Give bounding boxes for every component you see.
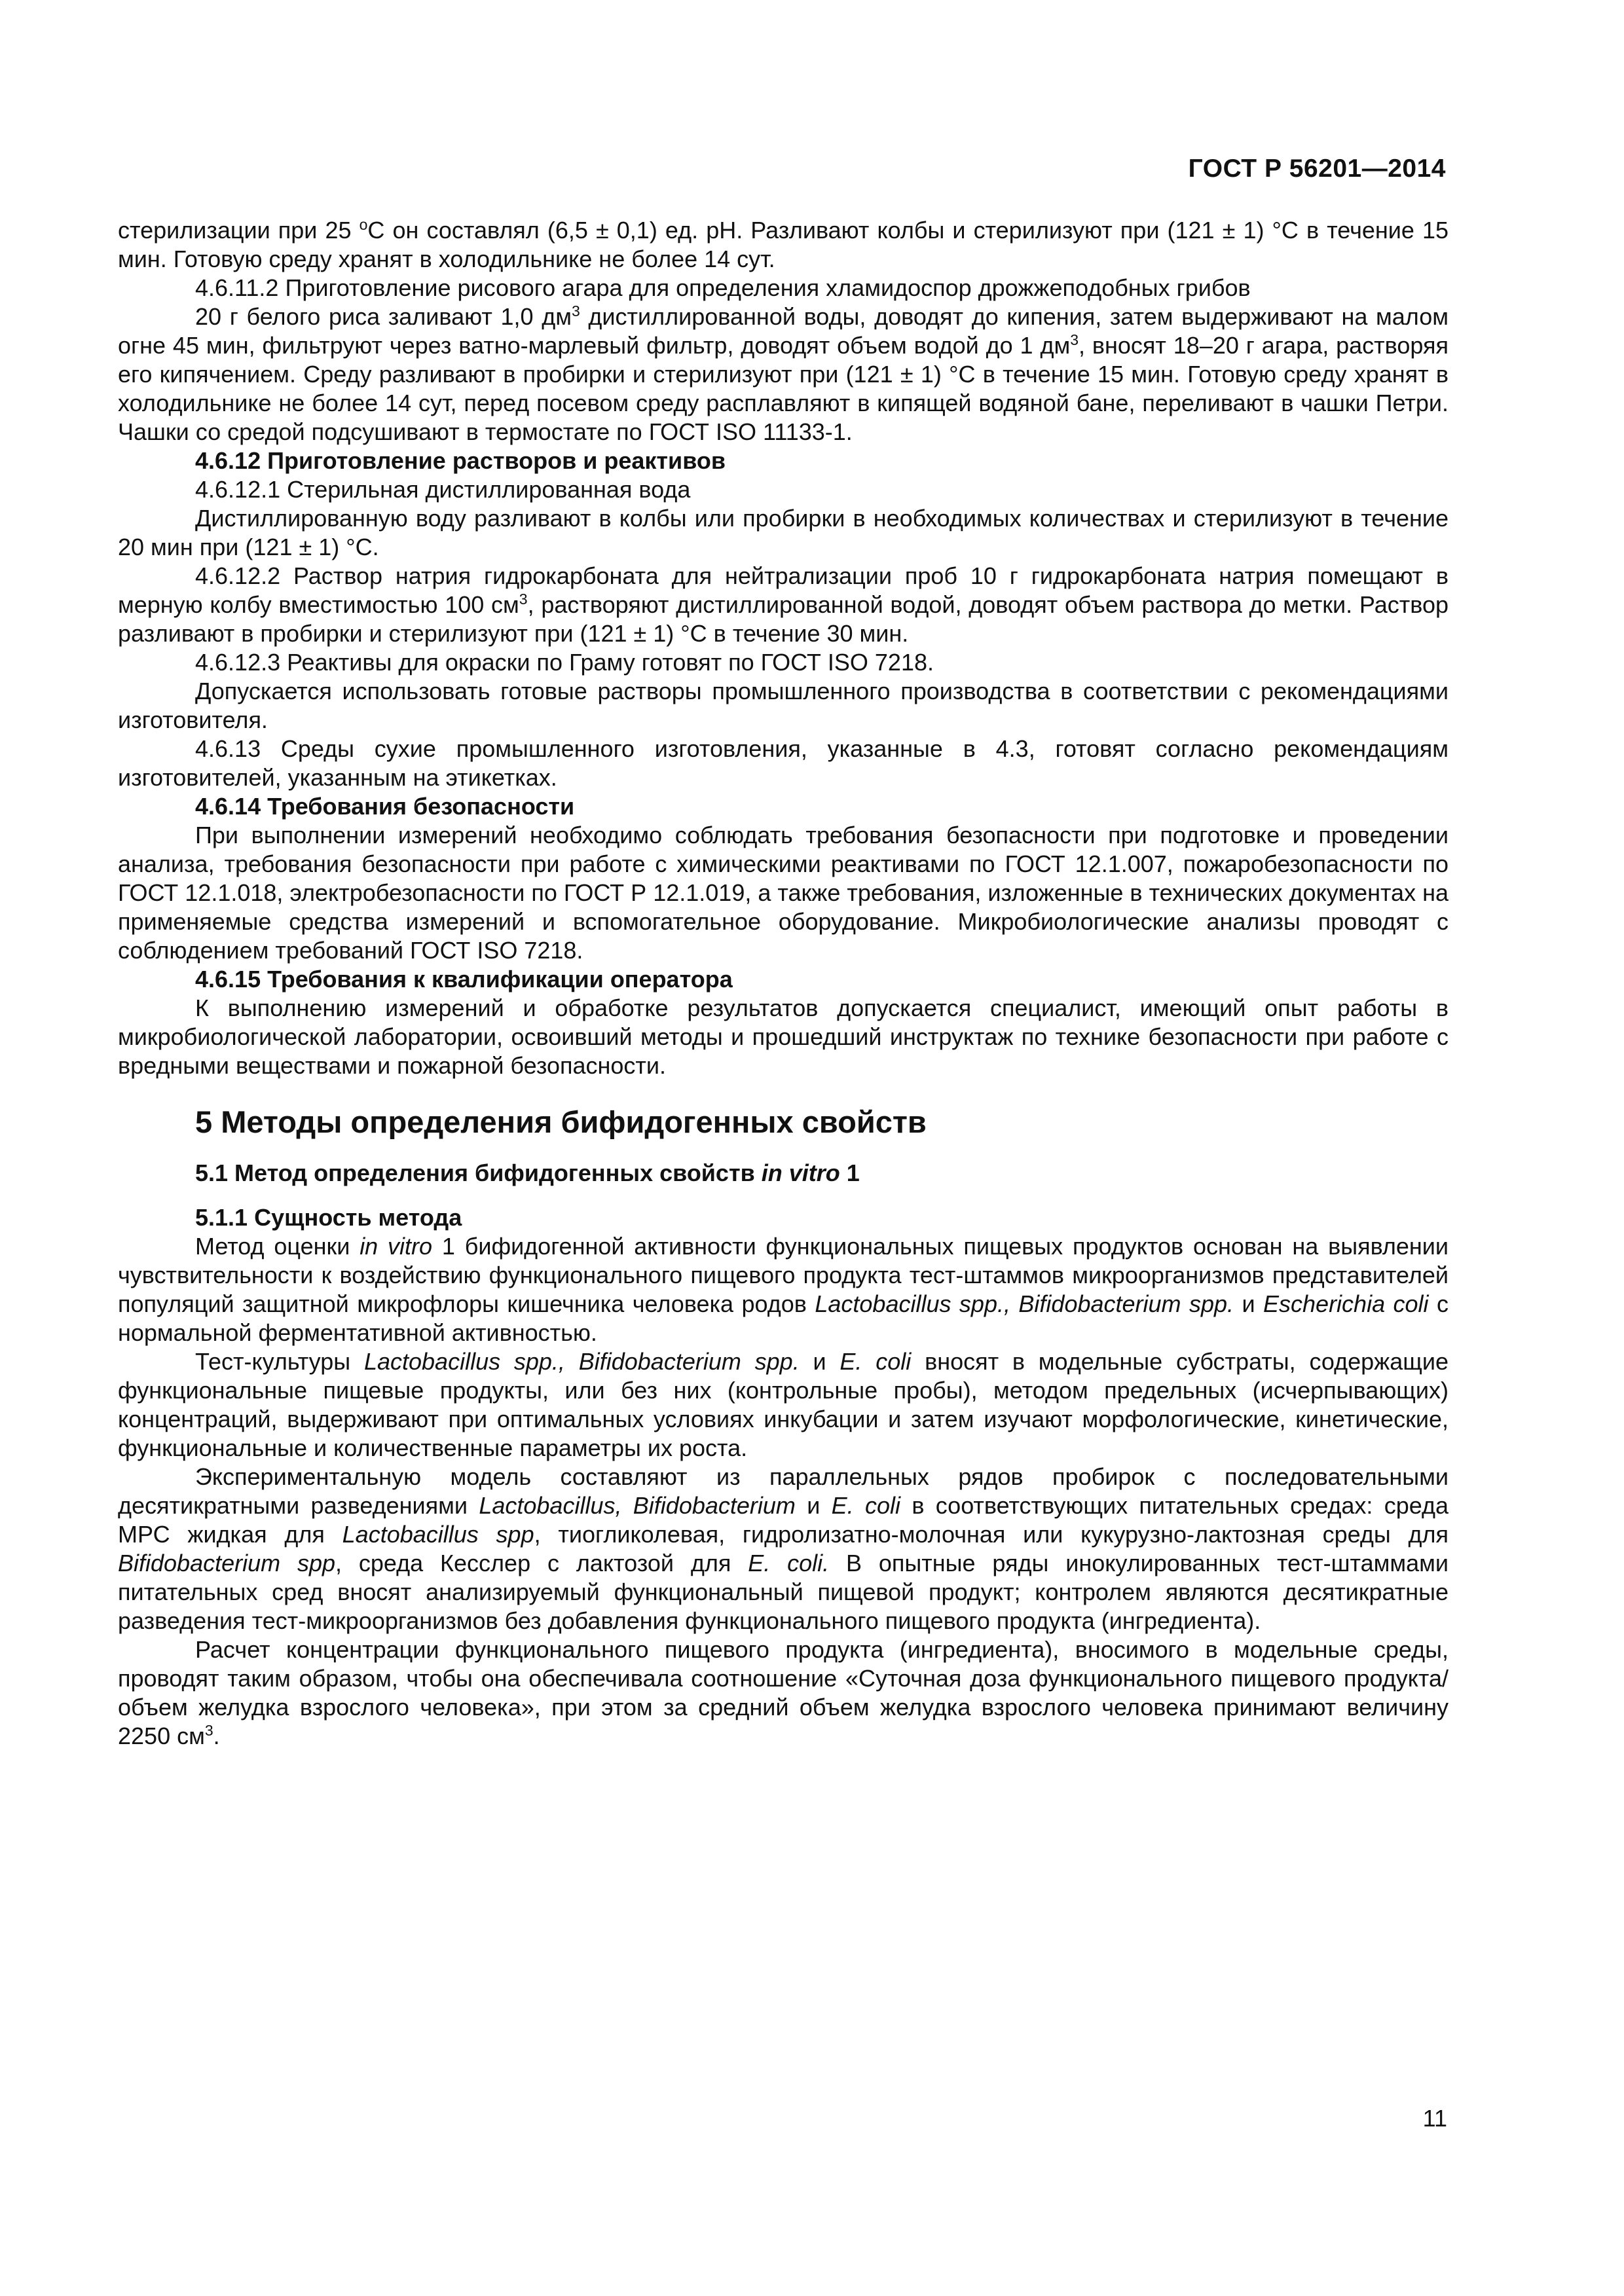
text-run: стерилизации при 25 bbox=[118, 217, 360, 244]
italic-text: Lactobacillus spp bbox=[342, 1521, 534, 1548]
text-run: 20 г белого риса заливают 1,0 дм bbox=[195, 303, 572, 330]
text-run: и bbox=[1234, 1290, 1264, 1317]
text-run: в соответствующих питательных средах: среда МРС жидкая для bbox=[118, 1492, 1449, 1548]
text-run: 4.6.12.1 Стерильная дистиллированная вода bbox=[195, 476, 691, 503]
paragraph bbox=[118, 302, 1449, 446]
text-run: с нормальной ферментативной активностью. bbox=[118, 1290, 1449, 1346]
page-content bbox=[118, 216, 1449, 1751]
italic-text: E. coli. bbox=[748, 1550, 830, 1576]
text-run: Метод оценки bbox=[195, 1233, 360, 1260]
text-run: и bbox=[795, 1492, 832, 1519]
text-run: Экспериментальную модель составляют из параллельных рядов пробирок с последовательными десятикратными разведениями bbox=[118, 1463, 1449, 1519]
paragraph bbox=[118, 1463, 1449, 1635]
text-run: 4.6.11.2 Приготовление рисового агара для определения хламидоспор дрожжеподобных грибов bbox=[195, 274, 1251, 301]
clause-heading-5-1 bbox=[118, 1159, 1449, 1188]
paragraph bbox=[118, 1635, 1449, 1751]
italic-text: Escherichia coli bbox=[1263, 1290, 1429, 1317]
superscript: 3 bbox=[571, 302, 580, 319]
italic-text: Lactobacillus spp., Bifidobacterium spp. bbox=[815, 1290, 1234, 1317]
text-run: 4.6.13 Среды сухие промышленного изготовления, указанные в 4.3, готовят согласно рекомендациям изготовителей, указанным на этикетках. bbox=[118, 735, 1449, 791]
text-run: вносят в модельные субстраты, содержащие функциональные пищевые продукты, или без них (контрольные пробы), методом предельных (исчерпывающих) концентраций, выдерживают при оптимальных условиях инкубации и затем изучают морфологические, кинетические, функциональные и количественные параметры их роста. bbox=[118, 1348, 1449, 1461]
clause-heading-5-1-1: 5.1.1 Сущность метода bbox=[195, 1204, 462, 1231]
italic-text: E. coli bbox=[831, 1492, 901, 1519]
clause-4-6-12-1 bbox=[118, 475, 1449, 504]
paragraph bbox=[118, 994, 1449, 1080]
text-run: При выполнении измерений необходимо соблюдать требования безопасности при подготовке и проведении анализа, требования безопасности при работе с химическими реактивами по ГОСТ 12.1.007, пожаробезопасности по ГОСТ 12.1.018, электробезопасности по ГОСТ Р 12.1.019, а также требования, изложенные в технических документах на применяемые средства измерений и вспомогательное оборудование. Микробиологические анализы проводят с соблюдением требований ГОСТ ISO 7218. bbox=[118, 822, 1449, 964]
standard-header: ГОСТ Р 56201—2014 bbox=[1188, 155, 1446, 183]
clause-heading-4-6-15: 4.6.15 Требования к квалификации оператора bbox=[195, 966, 733, 993]
page-number: 11 bbox=[1422, 2105, 1447, 2132]
text-run: дистиллированной воды, доводят до кипения, затем выдерживают на малом огне 45 мин, фильтруют через ватно-марлевый фильтр, доводят объем водой до 1 дм bbox=[118, 303, 1449, 359]
italic-text: E. coli bbox=[840, 1348, 912, 1375]
text-run: 5.1 Метод определения бифидогенных свойств bbox=[195, 1159, 762, 1186]
text-run: Допускается использовать готовые растворы промышленного производства в соответствии с рекомендациями изготовителя. bbox=[118, 678, 1449, 733]
italic-text: Lactobacillus, Bifidobacterium bbox=[479, 1492, 796, 1519]
paragraph bbox=[118, 677, 1449, 735]
superscript: 3 bbox=[1070, 331, 1079, 348]
italic-text: Lactobacillus spp., Bifidobacterium spp. bbox=[363, 1348, 800, 1375]
text-run: , среда Кесслер с лактозой для bbox=[335, 1550, 748, 1576]
text-run: 4.6.12.3 Реактивы для окраски по Граму готовят по ГОСТ ISO 7218. bbox=[195, 649, 934, 676]
text-run: . bbox=[213, 1722, 220, 1749]
section-heading-5: 5 Методы определения бифидогенных свойств bbox=[195, 1104, 927, 1139]
text-run: , вносят 18–20 г агара, растворяя его кипячением. Среду разливают в пробирки и стерилизуют при (121 ± 1) °С в течение 15 мин. Готовую среду хранят в холодильнике не более 14 сут, перед посевом среду расплавляют в кипящей водяной бане, переливают в чашки Петри. Чашки со средой подсушивают в термостате по ГОСТ ISO 11133-1. bbox=[118, 332, 1449, 445]
text-run: К выполнению измерений и обработке результатов допускается специалист, имеющий опыт работы в микробиологической лаборатории, освоивший методы и прошедший инструктаж по технике безопасности при работе с вредными веществами и пожарной безопасности. bbox=[118, 994, 1449, 1079]
text-run: Дистиллированную воду разливают в колбы или пробирки в необходимых количествах и стерилизуют в течение 20 мин при (121 ± 1) °С. bbox=[118, 505, 1449, 560]
paragraph bbox=[118, 821, 1449, 965]
italic-text: in vitro bbox=[360, 1233, 433, 1260]
superscript: 3 bbox=[204, 1722, 213, 1739]
text-run: и bbox=[799, 1348, 840, 1375]
paragraph bbox=[118, 504, 1449, 562]
clause-heading-4-6-12: 4.6.12 Приготовление растворов и реактивов bbox=[195, 447, 726, 474]
text-run: 1 bbox=[840, 1159, 860, 1186]
text-run: В опытные ряды инокулированных тест-штаммами питательных сред вносят анализируемый функциональный пищевой продукт; контролем являются десятикратные разведения тест-микроорганизмов без добавления функционального пищевого продукта (ингредиента). bbox=[118, 1550, 1449, 1634]
clause-4-6-12-3 bbox=[118, 648, 1449, 677]
text-run: Расчет концентрации функционального пищевого продукта (ингредиента), вносимого в модельные среды, проводят таким образом, чтобы она обеспечивала соотношение «Суточная доза функционального пищевого продукта/объем желудка взрослого человека», при этом за средний объем желудка взрослого человека принимают величину 2250 см bbox=[118, 1636, 1449, 1749]
text-run: , тиогликолевая, гидролизатно-молочная или кукурузно-лактозная среды для bbox=[534, 1521, 1449, 1548]
clause-heading-4-6-14: 4.6.14 Требования безопасности bbox=[195, 793, 575, 820]
clause-4-6-12-2 bbox=[118, 562, 1449, 648]
clause-4-6-13 bbox=[118, 735, 1449, 792]
text-run: 1 бифидогенной активности функциональных пищевых продуктов основан на выявлении чувствительности к воздействию функционального пищевого продукта тест-штаммов микроорганизмов представителей популяций защитной микрофлоры кишечника человека родов bbox=[118, 1233, 1449, 1317]
text-run: , растворяют дистиллированной водой, доводят объем раствора до метки. Раствор разливают в пробирки и стерилизуют при (121 ± 1) °С в течение 30 мин. bbox=[118, 591, 1449, 647]
clause-4-6-11-2 bbox=[118, 274, 1449, 302]
italic-text: in vitro bbox=[761, 1159, 840, 1186]
text-run: Тест-культуры bbox=[195, 1348, 364, 1375]
superscript: о bbox=[359, 216, 368, 233]
paragraph bbox=[118, 216, 1449, 274]
text-run: 4.6.12.2 Раствор натрия гидрокарбоната для нейтрализации проб 10 г гидрокарбоната натрия помещают в мерную колбу вместимостью 100 см bbox=[118, 562, 1449, 618]
superscript: 3 bbox=[519, 591, 528, 608]
text-run: С он составлял (6,5 ± 0,1) ед. pH. Разливают колбы и стерилизуют при (121 ± 1) °С в течение 15 мин. Готовую среду хранят в холодильнике не более 14 сут. bbox=[118, 217, 1449, 272]
paragraph bbox=[118, 1232, 1449, 1347]
paragraph bbox=[118, 1347, 1449, 1463]
italic-text: Bifidobacterium spp bbox=[118, 1550, 336, 1576]
